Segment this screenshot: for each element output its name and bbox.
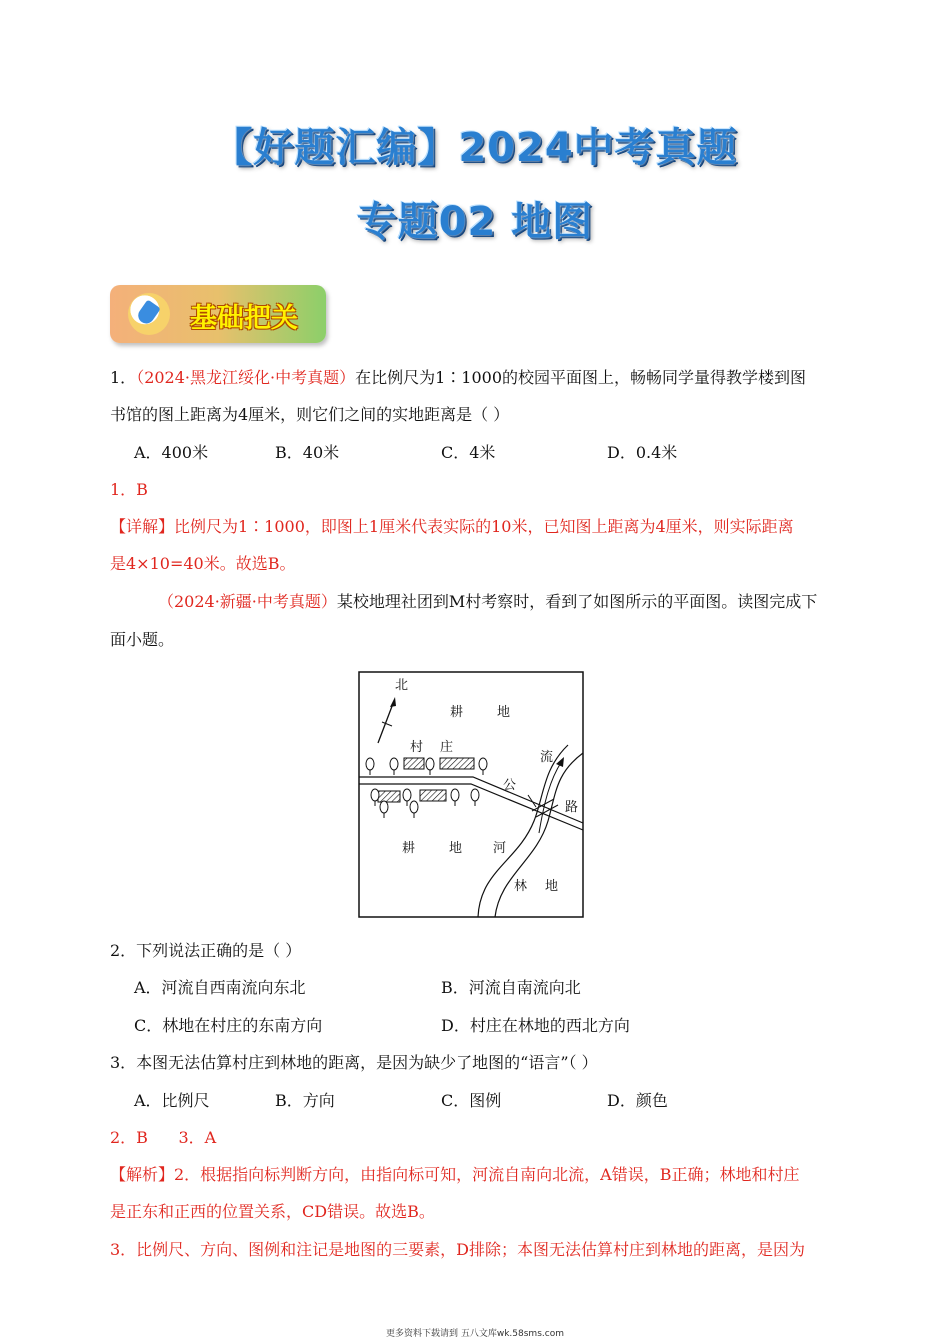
q1-option-d: D．0.4米: [607, 443, 678, 462]
q1-explain-a: 【详解】比例尺为1∶1000，即图上1厘米代表实际的10米，已知图上距离为4厘米，则实际距离: [110, 517, 794, 536]
explain3-a: 3．比例尺、方向、图例和注记是地图的三要素，D排除；本图无法估算村庄到林地的距离，是因为: [110, 1240, 806, 1259]
explain2-b: 是正东和正西的位置关系，CD错误。故选B。: [110, 1202, 435, 1221]
q1-source: （2024·黑龙江绥化·中考真题）: [136, 368, 356, 387]
q2-text: 2．下列说法正确的是（ ）: [110, 941, 302, 960]
page-subtitle: 专题02 地图: [356, 199, 594, 245]
map-label-north: 北: [395, 678, 409, 693]
map-label-village-2: 庄: [440, 740, 454, 755]
map-label-village-1: 村: [410, 740, 424, 755]
q2-option-d: D．村庄在林地的西北方向: [441, 1016, 630, 1035]
q3-option-d: D．颜色: [607, 1091, 668, 1110]
map-label-river-1: 流: [540, 750, 554, 765]
map-label-farmland-top-2: 地: [497, 705, 511, 720]
q3-option-a: A．比例尺: [134, 1091, 210, 1110]
q1-text-a: 在比例尺为1∶1000的校园平面图上，畅畅同学量得教学楼到图: [355, 368, 806, 387]
q3-option-b: B．方向: [275, 1091, 335, 1110]
page-title: 【好题汇编】2024中考真题: [212, 125, 738, 171]
map-label-forest-1: 林: [514, 879, 528, 894]
group-intro-line2: 面小题。: [110, 630, 175, 649]
q2-option-c: C．林地在村庄的东南方向: [134, 1016, 323, 1035]
map-label-farmland-bottom-2: 地: [449, 841, 463, 856]
pen-icon: [128, 293, 170, 335]
map-label-road-2: 路: [565, 800, 579, 815]
q2-option-b: B．河流自南流向北: [441, 978, 581, 997]
map-label-farmland-top-1: 耕: [450, 705, 464, 720]
q1-answer: 1．B: [110, 480, 148, 499]
explain2-a: 【解析】2．根据指向标判断方向，由指向标可知，河流自南向北流，A错误，B正确；林地和村庄: [110, 1165, 800, 1184]
q1-explain-b: 是4×10=40米。故选B。: [110, 554, 296, 573]
q1-option-b: B．40米: [275, 443, 340, 462]
q1-line1: [110, 368, 806, 388]
section-badge: [110, 285, 326, 343]
group-intro-line1: [158, 592, 817, 612]
q2-option-a: A．河流自西南流向东北: [134, 978, 306, 997]
q3-option-c: C．图例: [441, 1091, 502, 1110]
answers-line: 2．B 3．A: [110, 1128, 217, 1147]
footer: 更多资料下载请到 五八文库wk.58sms.com: [386, 1329, 564, 1339]
map-label-forest-2: 地: [545, 879, 559, 894]
q3-text: 3．本图无法估算村庄到林地的距离，是因为缺少了地图的“语言”（ ）: [110, 1053, 598, 1072]
q1-line2: 书馆的图上距离为4厘米，则它们之间的实地距离是（ ）: [110, 405, 510, 424]
village-map: [358, 671, 585, 919]
map-label-road-1: 公: [503, 778, 517, 793]
q1-option-c: C．4米: [441, 443, 496, 462]
map-label-farmland-bottom-1: 耕: [402, 841, 416, 856]
group-source: （2024·新疆·中考真题）: [158, 592, 337, 611]
group-text-a: 某校地理社团到M村考察时，看到了如图所示的平面图。读图完成下: [336, 592, 818, 611]
map-label-river-2: 河: [493, 841, 507, 856]
section-badge-label: 基础把关: [190, 303, 298, 334]
q1-number: 1．: [110, 368, 137, 387]
q1-option-a: A．400米: [134, 443, 209, 462]
